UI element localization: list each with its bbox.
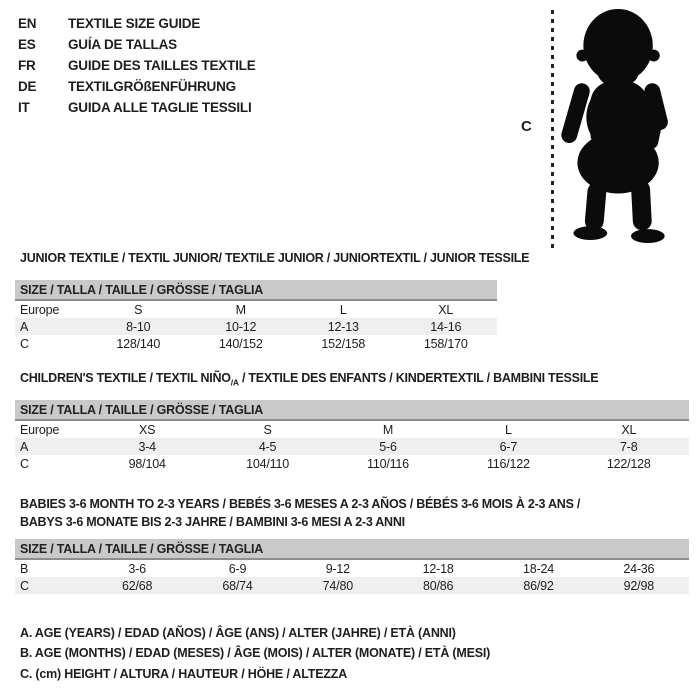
table-row-age — [15, 318, 497, 335]
table-row-age — [15, 438, 689, 455]
children-table-title-sub: /A — [230, 377, 239, 388]
cell: 3-6 — [128, 561, 146, 576]
cell: 24-36 — [623, 561, 655, 576]
row-label: C — [15, 577, 87, 594]
cell: XS — [139, 422, 156, 437]
babies-table-title-line2: BABYS 3-6 MONATE BIS 2-3 JAHRE / BAMBINI 3-6 MESI A 2-3 ANNI — [20, 514, 405, 529]
language-code: DE — [18, 79, 37, 94]
language-row-fr — [18, 55, 256, 76]
children-table-title-text2: / TEXTILE DES ENFANTS / KINDERTEXTIL / BAMBINI TESSILE — [238, 371, 599, 385]
cell: 12-18 — [422, 561, 454, 576]
cell: 62/68 — [87, 577, 187, 594]
footnote-b: B. AGE (MONTHS) / EDAD (MESES) / ÂGE (MOIS) / ALTER (MONATE) / ETÀ (MESI) — [20, 646, 491, 661]
table-row-europe — [15, 420, 689, 438]
cell: 18-24 — [522, 561, 554, 576]
babies-size-table — [15, 539, 689, 594]
row-label: C — [20, 336, 29, 351]
height-label-c: C — [521, 118, 532, 135]
table-row-months — [15, 559, 689, 577]
size-header-label: SIZE / TALLA / TAILLE / GRÖSSE / TAGLIA — [15, 539, 689, 559]
cell: 110/116 — [367, 456, 409, 471]
cell: S — [263, 422, 272, 437]
cell: 6-9 — [228, 561, 247, 576]
cell: 10-12 — [190, 318, 293, 335]
cell: 158/170 — [423, 336, 468, 351]
row-label: C — [20, 456, 29, 471]
row-label: B — [20, 561, 29, 576]
cell: L — [504, 422, 512, 437]
children-table-title-text1: CHILDREN'S TEXTILE / TEXTIL NIÑO — [20, 371, 231, 385]
babies-table-title — [20, 496, 590, 531]
cell: M — [382, 422, 394, 437]
row-label: A — [15, 318, 87, 335]
row-label: A — [15, 438, 87, 455]
language-code: EN — [18, 16, 37, 31]
language-code: FR — [18, 58, 36, 73]
language-row-it — [18, 97, 256, 118]
cell: 6-7 — [448, 438, 568, 455]
table-row-height — [15, 335, 497, 352]
junior-table-title: JUNIOR TEXTILE / TEXTIL JUNIOR/ TEXTILE JUNIOR / JUNIORTEXTIL / JUNIOR TESSILE — [20, 251, 530, 265]
cell: XL — [621, 422, 637, 437]
language-title: TEXTILE SIZE GUIDE — [68, 16, 201, 31]
cell: 140/152 — [218, 336, 263, 351]
junior-size-table — [15, 280, 497, 352]
cell: 68/74 — [187, 577, 287, 594]
height-measure-dashed-line — [551, 10, 554, 248]
cell: 3-4 — [87, 438, 207, 455]
cell: 104/110 — [246, 456, 290, 471]
cell: L — [339, 302, 347, 317]
table-row-height — [15, 577, 689, 594]
language-title: GUIDA ALLE TAGLIE TESSILI — [68, 100, 252, 115]
babies-table-title-line1: BABIES 3-6 MONTH TO 2-3 YEARS / BEBÉS 3-6 MESES A 2-3 AÑOS / BÉBÉS 3-6 MOIS À 2-3 ANS / — [20, 497, 581, 511]
language-row-de — [18, 76, 256, 97]
size-header-row — [15, 539, 689, 559]
cell: 74/80 — [288, 577, 388, 594]
language-title: GUÍA DE TALLAS — [68, 37, 177, 52]
cell: 5-6 — [328, 438, 448, 455]
baby-silhouette — [556, 6, 700, 246]
language-list — [18, 13, 256, 118]
cell: S — [134, 302, 143, 317]
language-code: IT — [18, 100, 30, 115]
size-header-row — [15, 280, 497, 300]
language-title: GUIDE DES TAILLES TEXTILE — [68, 58, 256, 73]
cell: 98/104 — [128, 456, 166, 471]
footnote-a: A. AGE (YEARS) / EDAD (AÑOS) / ÂGE (ANS) / ALTER (JAHRE) / ETÀ (ANNI) — [20, 626, 456, 640]
cell: 92/98 — [589, 577, 689, 594]
children-table-title — [20, 371, 598, 388]
cell: 8-10 — [87, 318, 190, 335]
row-label: Europe — [20, 302, 60, 317]
cell: 152/158 — [321, 336, 366, 351]
row-label: Europe — [20, 422, 60, 437]
footnotes — [20, 623, 490, 684]
cell: 122/128 — [606, 456, 651, 471]
language-title: TEXTILGRÖßENFÜHRUNG — [68, 79, 236, 94]
footnote-c: C. (cm) HEIGHT / ALTURA / HAUTEUR / HÖHE / ALTEZZA — [20, 666, 348, 681]
cell: 86/92 — [488, 577, 588, 594]
size-header-row — [15, 400, 689, 420]
cell: 116/122 — [486, 456, 530, 471]
cell: 7-8 — [569, 438, 689, 455]
language-row-es — [18, 34, 256, 55]
cell: 9-12 — [325, 561, 350, 576]
children-size-table — [15, 400, 689, 472]
cell: 4-5 — [207, 438, 327, 455]
cell: 80/86 — [388, 577, 488, 594]
cell: M — [235, 302, 246, 317]
cell: 12-13 — [292, 318, 395, 335]
cell: 14-16 — [395, 318, 498, 335]
language-code: ES — [18, 37, 36, 52]
table-row-height — [15, 455, 689, 472]
size-header-label: SIZE / TALLA / TAILLE / GRÖSSE / TAGLIA — [15, 400, 689, 420]
language-row-en — [18, 13, 256, 34]
cell: XL — [438, 302, 454, 317]
table-row-europe — [15, 300, 497, 318]
cell: 128/140 — [116, 336, 161, 351]
size-header-label: SIZE / TALLA / TAILLE / GRÖSSE / TAGLIA — [15, 280, 497, 300]
